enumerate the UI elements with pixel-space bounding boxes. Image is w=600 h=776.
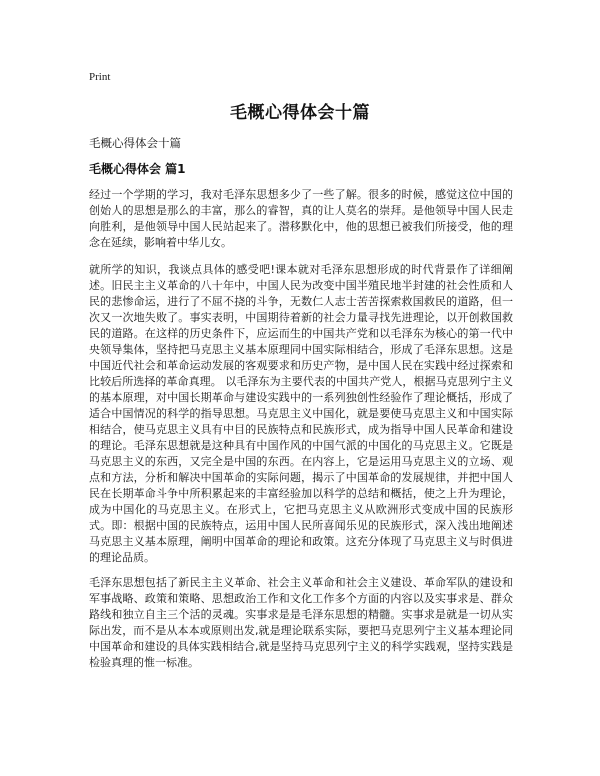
document-subtitle: 毛概心得体会十篇 [89,136,181,150]
body-paragraph-3: 毛泽东思想包括了新民主主义革命、社会主义革命和社会主义建设、革命军队的建设和军事战略、政策和策略、思想政治工作和文化工作多个方面的内容以及实事求是、群众路线和独立自主三个活的灵魂。实事求是是毛泽东思想的精髓。实事求是就是一切从实际出发，而不是从本本或原则出发,就是理论联系实际，要把马克思列宁主义基本理论同中国革命和建设的具体实践相结合,就是坚持马克思列宁主义的科学实践观，坚持实践是检验真理的惟一标准。 [89,576,513,669]
section-heading: 毛概心得体会 篇1 [89,162,186,176]
body-paragraph-1: 经过一个学期的学习，我对毛泽东思想多少了一些了解。很多的时候，感觉这位中国的创始人的思想是那么的丰富，那么的睿智，真的让人莫名的崇拜。是他领导中国人民走向胜利，是他领导中国人民站起来了。潜移默化中，他的思想已被我们所接受，他的理念在延续，影响着中华儿女。 [89,188,513,249]
print-label: Print [89,71,111,83]
document-title: 毛概心得体会十篇 [230,103,370,123]
body-paragraph-2: 就所学的知识，我谈点具体的感受吧!课本就对毛泽东思想形成的时代背景作了详细阐述。旧民主主义革命的八十年中，中国人民为改变中国半殖民地半封建的社会性质和人民的悲惨命运，进行了不屈不挠的斗争，无数仁人志士苦苦探索救国救民的道路，但一次又一次地失败了。事实表明，中国期待着新的社会力量寻找先进理论，以开创救国救民的道路。在这样的历史条件下，应运而生的中国共产党和以毛泽东为核心的第一代中央领导集体，坚持把马克思主义基本原理同中国实际相结合，形成了毛泽东思想。这是中国近代社会和革命运动发展的客观要求和历史产物，是中国人民在实践中经过探索和比较后所选择的革命真理。 以毛泽东为主要代表的中国共产党人，根据马克思列宁主义的基本原理，对中国长期革命与建设实践中的一系列独创性经验作了理论概括，形成了适合中国情况的科学的指导思想。马克思主义中国化，就是要使马克思主义和中国实际相结合，使马克思主义具有中目的民族特点和民族形式，成为指导中国人民革命和建设的理论。毛泽东思想就是这种具有中国作风的中国气派的中国化的马克思主义。它既是马克思主义的东西，又完全是中国的东西。在内容上，它是运用马克思主义的立场、观点和方法，分析和解决中国革命的实际问题，揭示了中国革命的发展规律，并把中国人民在长期革命斗争中所积累起来的丰富经验加以科学的总结和概括，使之上升为理论，成为中国化的马克思主义。在形式上，它把马克思主义从欧洲形式变成中国的民族形式。即：根据中国的民族特点，运用中国人民所喜闻乐见的民族形式，深入浅出地阐述马克思主义基本原理，阐明中国革命的理论和政策。这充分体现了马克思主义与时俱进的理论品质。 [89,263,513,564]
